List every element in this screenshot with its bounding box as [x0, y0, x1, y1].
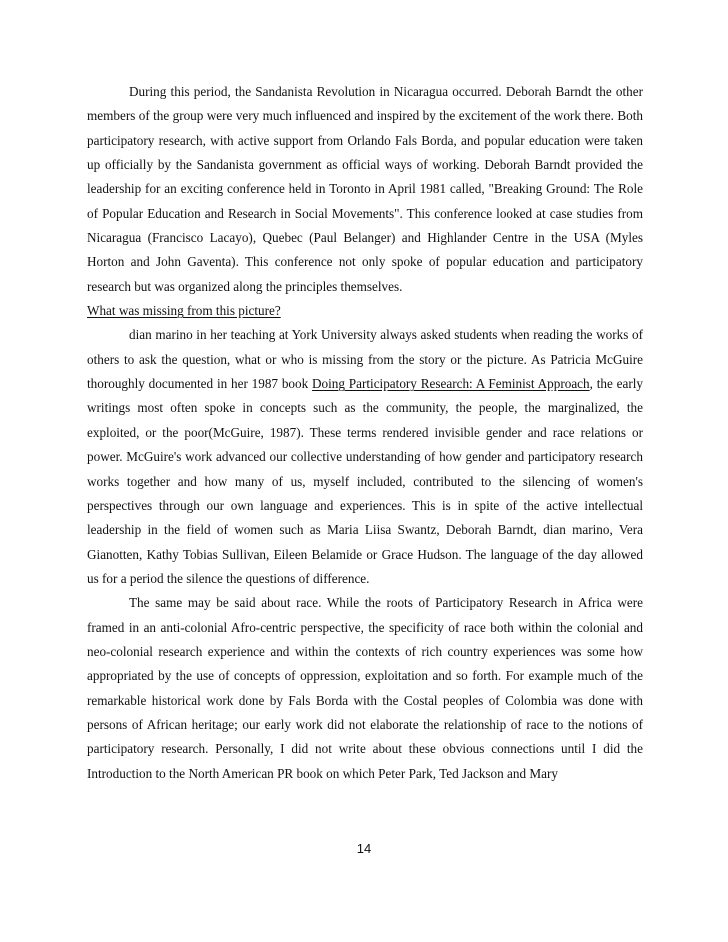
book-title-doing-participatory-research: Doing Participatory Research: A Feminist Approach	[312, 376, 590, 392]
paragraph-sandanista-revolution: During this period, the Sandanista Revolution in Nicaragua occurred. Deborah Barndt the other members of the group were very much influenced and inspired by the excitement of the work there. Both participatory research, with active support from Orlando Fals Borda, and popular education were taken up officially by the Sandanista government as official ways of working. Deborah Barndt provided the leadership for an exciting conference held in Toronto in April 1981 called, "Breaking Ground: The Role of Popular Education and Research in Social Movements". This conference looked at case studies from Nicaragua (Francisco Lacayo), Quebec (Paul Belanger) and Highlander Centre in the USA (Myles Horton and John Gaventa). This conference not only spoke of popular education and participatory research but was organized along the principles themselves.	[87, 84, 643, 294]
document-page	[87, 80, 643, 786]
paragraph-gender-text-end: , the early writings most often spoke in concepts such as the community, the people, the marginalized, the exploited, or the poor(McGuire, 1987). These terms rendered invisible gender and race relations or power. McGuire's work advanced our collective understanding of how gender and participatory research works together and how many of us, myself included, contributed to the silencing of women's perspectives through our own language and experiences. This is in spite of the active intellectual leadership in the field of women such as Maria Liisa Swantz, Deborah Barndt, dian marino, Vera Gianotten, Kathy Tobias Sullivan, Eileen Belamide or Grace Hudson. The language of the day allowed us for a period the silence the questions of difference.	[87, 376, 644, 586]
paragraph-gender-text-start: dian marino in her teaching at York University always asked students when reading the works of others to ask the question, what or who is missing from the story or the picture. As Patricia McGuire thoroughly documented in her 1987 book	[87, 327, 643, 392]
paragraph-race: The same may be said about race. While the roots of Participatory Research in Africa were framed in an anti-colonial Afro-centric perspective, the specificity of race both within the colonial and neo-colonial research experience and within the contexts of rich country experiences was some how appropriated by the use of concepts of oppression, exploitation and so forth. For example much of the remarkable historical work done by Fals Borda with the Costal peoples of Colombia was done with persons of African heritage; our early work did not elaborate the relationship of race to the notions of participatory research. Personally, I did not write about these obvious connections until I did the Introduction to the North American PR book on which Peter Park, Ted Jackson and Mary	[87, 595, 643, 781]
paragraph-gender	[87, 323, 643, 591]
page-number: 14	[356, 841, 372, 856]
section-heading-missing: What was missing from this picture?	[87, 303, 281, 319]
